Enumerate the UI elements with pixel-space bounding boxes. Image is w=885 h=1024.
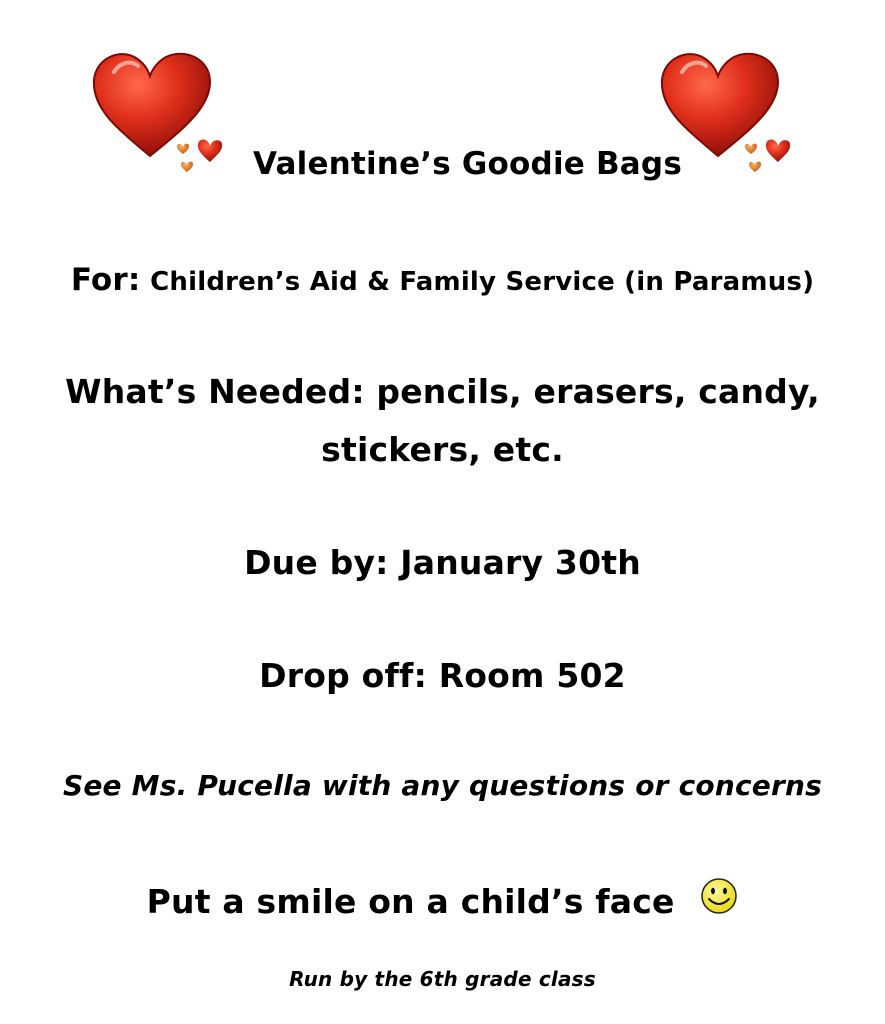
drop-off-location: Drop off: Room 502 (259, 656, 626, 695)
heart-icon (662, 54, 778, 156)
needed-items-line-1: What’s Needed: pencils, erasers, candy, (65, 372, 820, 411)
heart-icon (94, 54, 210, 156)
organizer-credit: Run by the 6th grade class (289, 967, 596, 991)
due-date: Due by: January 30th (244, 543, 641, 582)
recipient-line (0, 262, 885, 298)
smiley-icon (700, 877, 738, 923)
recipient-value: Children’s Aid & Family Service (in Paramus) (150, 267, 815, 297)
smile-line (0, 877, 885, 923)
needed-items-line-2: stickers, etc. (321, 430, 564, 469)
contact-note: See Ms. Pucella with any questions or concerns (62, 769, 822, 802)
recipient-label: For: (70, 262, 141, 298)
flyer-title: Valentine’s Goodie Bags (253, 146, 682, 182)
smile-text: Put a smile on a child’s face (146, 882, 675, 921)
